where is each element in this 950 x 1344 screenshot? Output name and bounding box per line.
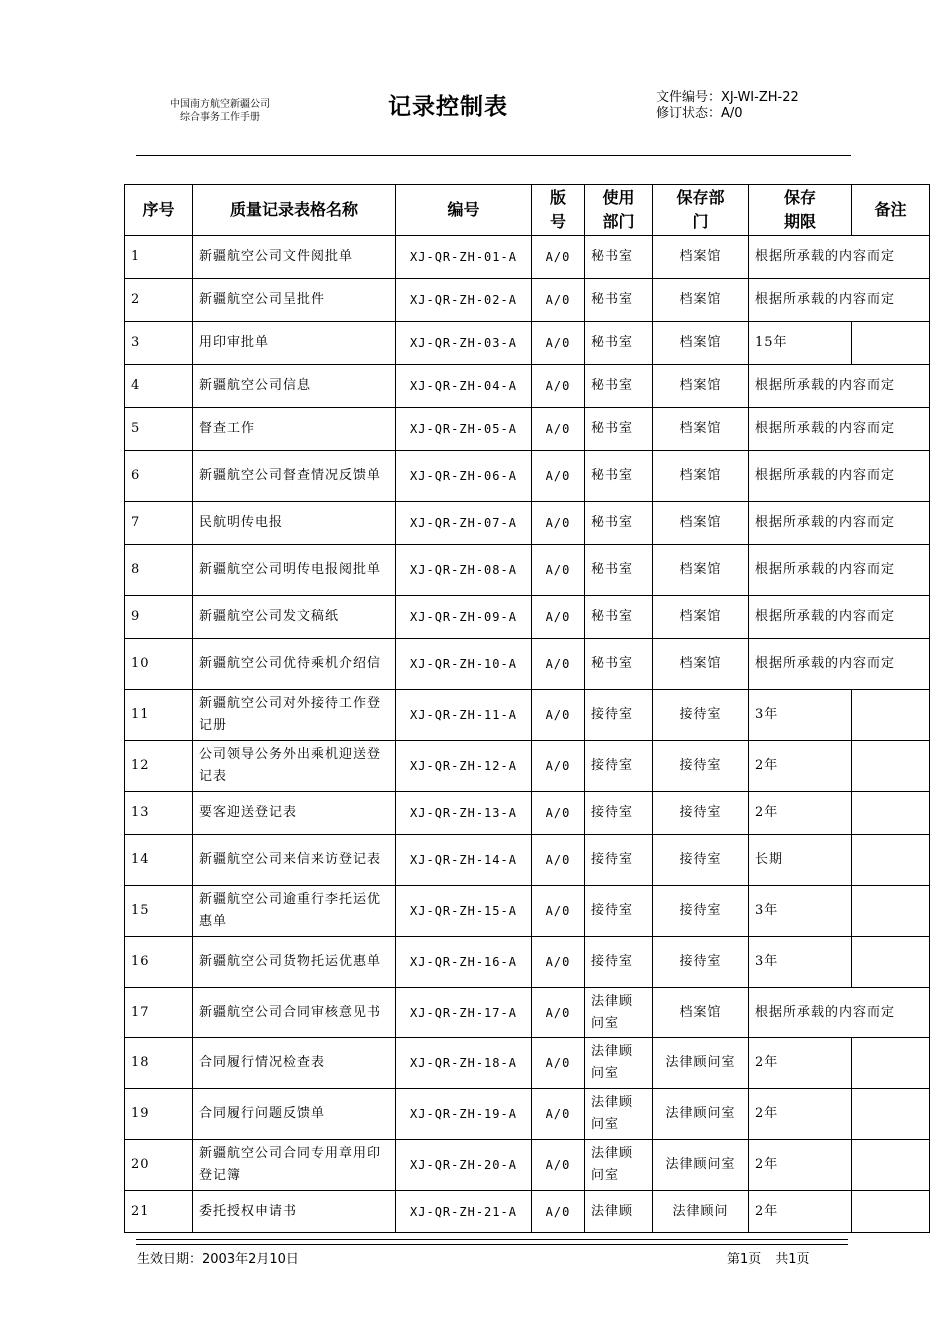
cell-dept: 秘书室 <box>585 639 653 690</box>
col-keep-b: 门 <box>692 212 709 231</box>
cell-period: 2年 <box>749 1089 852 1140</box>
cell-keep-dept: 接待室 <box>653 792 749 835</box>
cell-code: XJ-QR-ZH-05-A <box>396 408 532 451</box>
cell-code: XJ-QR-ZH-12-A <box>396 741 532 792</box>
cell-name: 新疆航空公司货物托运优惠单 <box>193 937 396 988</box>
table-row <box>125 1038 930 1089</box>
cell-keep-dept: 档案馆 <box>653 639 749 690</box>
cell-dept: 秘书室 <box>585 451 653 502</box>
cell-period: 根据所承载的内容而定 <box>749 236 930 279</box>
col-period-b: 期限 <box>783 212 816 231</box>
cell-seq: 6 <box>125 451 193 502</box>
cell-dept: 秘书室 <box>585 502 653 545</box>
cell-seq: 11 <box>125 690 193 741</box>
cell-dept: 法律顾 <box>585 1191 653 1233</box>
cell-version: A/0 <box>532 408 585 451</box>
cell-version: A/0 <box>532 1089 585 1140</box>
cell-code: XJ-QR-ZH-04-A <box>396 365 532 408</box>
cell-code: XJ-QR-ZH-07-A <box>396 502 532 545</box>
cell-keep-dept: 档案馆 <box>653 596 749 639</box>
col-code: 编号 <box>396 185 532 236</box>
cell-seq: 14 <box>125 835 193 886</box>
cell-seq: 2 <box>125 279 193 322</box>
cell-period: 根据所承载的内容而定 <box>749 988 930 1038</box>
cell-name: 公司领导公务外出乘机迎送登记表 <box>193 741 396 792</box>
cell-dept: 接待室 <box>585 937 653 988</box>
cell-remark <box>852 1191 930 1233</box>
doc-number: 文件编号：XJ-WI-ZH-22 <box>656 90 799 105</box>
table-row <box>125 988 930 1038</box>
cell-period: 3年 <box>749 690 852 741</box>
cell-dept: 接待室 <box>585 792 653 835</box>
table-row <box>125 741 930 792</box>
cell-dept: 秘书室 <box>585 236 653 279</box>
cell-period: 根据所承载的内容而定 <box>749 545 930 596</box>
cell-name: 要客迎送登记表 <box>193 792 396 835</box>
cell-dept: 接待室 <box>585 690 653 741</box>
footer-divider-top <box>136 1239 848 1240</box>
cell-code: XJ-QR-ZH-13-A <box>396 792 532 835</box>
cell-seq: 13 <box>125 792 193 835</box>
cell-seq: 9 <box>125 596 193 639</box>
cell-keep-dept: 档案馆 <box>653 451 749 502</box>
company-name <box>150 98 290 124</box>
cell-keep-dept: 法律顾问室 <box>653 1038 749 1089</box>
cell-period: 3年 <box>749 886 852 937</box>
table-row <box>125 690 930 741</box>
col-version <box>532 185 585 236</box>
cell-remark <box>852 1038 930 1089</box>
cell-name: 新疆航空公司文件阅批单 <box>193 236 396 279</box>
cell-period: 15年 <box>749 322 852 365</box>
cell-version: A/0 <box>532 545 585 596</box>
table-row <box>125 365 930 408</box>
cell-name: 新疆航空公司督查情况反馈单 <box>193 451 396 502</box>
cell-dept: 接待室 <box>585 886 653 937</box>
cell-version: A/0 <box>532 596 585 639</box>
cell-code: XJ-QR-ZH-03-A <box>396 322 532 365</box>
cell-dept: 接待室 <box>585 741 653 792</box>
cell-code: XJ-QR-ZH-09-A <box>396 596 532 639</box>
cell-remark <box>852 792 930 835</box>
cell-remark <box>852 690 930 741</box>
cell-remark <box>852 322 930 365</box>
cell-code: XJ-QR-ZH-17-A <box>396 988 532 1038</box>
cell-keep-dept: 法律顾问 <box>653 1191 749 1233</box>
cell-period: 长期 <box>749 835 852 886</box>
cell-keep-dept: 接待室 <box>653 690 749 741</box>
cell-name: 新疆航空公司优待乘机介绍信 <box>193 639 396 690</box>
cell-dept: 法律顾问室 <box>585 1140 653 1191</box>
table-row <box>125 236 930 279</box>
table-row <box>125 502 930 545</box>
cell-code: XJ-QR-ZH-02-A <box>396 279 532 322</box>
cell-seq: 10 <box>125 639 193 690</box>
table-row <box>125 1089 930 1140</box>
cell-keep-dept: 档案馆 <box>653 279 749 322</box>
cell-version: A/0 <box>532 322 585 365</box>
cell-version: A/0 <box>532 690 585 741</box>
cell-period: 3年 <box>749 937 852 988</box>
col-version-b: 号 <box>549 212 566 231</box>
cell-period: 根据所承载的内容而定 <box>749 279 930 322</box>
cell-name: 新疆航空公司来信来访登记表 <box>193 835 396 886</box>
page-info <box>727 1248 824 1267</box>
cell-period: 2年 <box>749 1038 852 1089</box>
page-total: 共1页 <box>775 1252 810 1267</box>
cell-keep-dept: 档案馆 <box>653 236 749 279</box>
cell-keep-dept: 档案馆 <box>653 545 749 596</box>
cell-keep-dept: 档案馆 <box>653 988 749 1038</box>
cell-version: A/0 <box>532 279 585 322</box>
table-row <box>125 886 930 937</box>
cell-seq: 7 <box>125 502 193 545</box>
cell-version: A/0 <box>532 639 585 690</box>
company-line-2: 综合事务工作手册 <box>180 112 260 123</box>
cell-keep-dept: 接待室 <box>653 741 749 792</box>
cell-keep-dept: 法律顾问室 <box>653 1089 749 1140</box>
cell-period: 根据所承载的内容而定 <box>749 451 930 502</box>
cell-dept: 法律顾问室 <box>585 988 653 1038</box>
cell-dept: 秘书室 <box>585 279 653 322</box>
cell-name: 新疆航空公司逾重行李托运优惠单 <box>193 886 396 937</box>
cell-name: 督查工作 <box>193 408 396 451</box>
cell-remark <box>852 1140 930 1191</box>
page-number: 第1页 <box>727 1252 762 1267</box>
table-row <box>125 279 930 322</box>
cell-period: 2年 <box>749 1140 852 1191</box>
cell-remark <box>852 886 930 937</box>
cell-seq: 3 <box>125 322 193 365</box>
cell-name: 新疆航空公司对外接待工作登记册 <box>193 690 396 741</box>
cell-dept: 接待室 <box>585 835 653 886</box>
col-name: 质量记录表格名称 <box>193 185 396 236</box>
cell-seq: 18 <box>125 1038 193 1089</box>
table-row <box>125 545 930 596</box>
cell-keep-dept: 法律顾问室 <box>653 1140 749 1191</box>
cell-period: 根据所承载的内容而定 <box>749 365 930 408</box>
cell-keep-dept: 接待室 <box>653 937 749 988</box>
cell-period: 根据所承载的内容而定 <box>749 639 930 690</box>
cell-keep-dept: 档案馆 <box>653 502 749 545</box>
cell-keep-dept: 档案馆 <box>653 322 749 365</box>
effective-date: 生效日期：2003年2月10日 <box>137 1252 299 1267</box>
cell-version: A/0 <box>532 741 585 792</box>
cell-name: 新疆航空公司信息 <box>193 365 396 408</box>
company-line-1: 中国南方航空新疆公司 <box>170 99 270 110</box>
cell-version: A/0 <box>532 792 585 835</box>
cell-keep-dept: 档案馆 <box>653 365 749 408</box>
cell-remark <box>852 741 930 792</box>
table-row <box>125 408 930 451</box>
document-meta <box>656 90 799 122</box>
cell-period: 根据所承载的内容而定 <box>749 408 930 451</box>
cell-seq: 19 <box>125 1089 193 1140</box>
cell-code: XJ-QR-ZH-20-A <box>396 1140 532 1191</box>
col-keep-dept <box>653 185 749 236</box>
cell-version: A/0 <box>532 835 585 886</box>
cell-seq: 17 <box>125 988 193 1038</box>
col-period-a: 保存 <box>783 188 816 207</box>
cell-name: 新疆航空公司合同审核意见书 <box>193 988 396 1038</box>
cell-name: 合同履行情况检查表 <box>193 1038 396 1089</box>
cell-version: A/0 <box>532 502 585 545</box>
cell-seq: 20 <box>125 1140 193 1191</box>
footer-divider-bottom <box>136 1244 848 1245</box>
col-dept-a: 使用 <box>602 188 635 207</box>
cell-keep-dept: 接待室 <box>653 886 749 937</box>
cell-name: 合同履行问题反馈单 <box>193 1089 396 1140</box>
cell-keep-dept: 接待室 <box>653 835 749 886</box>
cell-name: 委托授权申请书 <box>193 1191 396 1233</box>
cell-dept: 秘书室 <box>585 408 653 451</box>
cell-version: A/0 <box>532 451 585 502</box>
col-dept <box>585 185 653 236</box>
cell-version: A/0 <box>532 886 585 937</box>
cell-seq: 5 <box>125 408 193 451</box>
col-period <box>749 185 852 236</box>
table-row <box>125 322 930 365</box>
cell-code: XJ-QR-ZH-08-A <box>396 545 532 596</box>
table-header-row <box>125 185 930 236</box>
table-row <box>125 937 930 988</box>
cell-version: A/0 <box>532 236 585 279</box>
cell-seq: 1 <box>125 236 193 279</box>
cell-code: XJ-QR-ZH-06-A <box>396 451 532 502</box>
cell-version: A/0 <box>532 365 585 408</box>
table-row <box>125 639 930 690</box>
table-row <box>125 596 930 639</box>
cell-seq: 16 <box>125 937 193 988</box>
revision-status: 修订状态：A/0 <box>656 106 743 121</box>
cell-name: 新疆航空公司发文稿纸 <box>193 596 396 639</box>
cell-version: A/0 <box>532 1038 585 1089</box>
cell-remark <box>852 835 930 886</box>
cell-name: 新疆航空公司合同专用章用印登记簿 <box>193 1140 396 1191</box>
record-control-table <box>124 184 930 1233</box>
table-row <box>125 792 930 835</box>
cell-seq: 4 <box>125 365 193 408</box>
cell-remark <box>852 1089 930 1140</box>
cell-keep-dept: 档案馆 <box>653 408 749 451</box>
cell-code: XJ-QR-ZH-16-A <box>396 937 532 988</box>
cell-name: 新疆航空公司呈批件 <box>193 279 396 322</box>
cell-dept: 秘书室 <box>585 596 653 639</box>
page-title: 记录控制表 <box>388 94 508 120</box>
cell-dept: 法律顾问室 <box>585 1089 653 1140</box>
cell-code: XJ-QR-ZH-14-A <box>396 835 532 886</box>
table-body <box>125 236 930 1233</box>
col-seq: 序号 <box>125 185 193 236</box>
cell-code: XJ-QR-ZH-01-A <box>396 236 532 279</box>
cell-dept: 秘书室 <box>585 322 653 365</box>
table-row <box>125 835 930 886</box>
cell-code: XJ-QR-ZH-11-A <box>396 690 532 741</box>
cell-dept: 秘书室 <box>585 545 653 596</box>
cell-period: 2年 <box>749 1191 852 1233</box>
cell-dept: 秘书室 <box>585 365 653 408</box>
cell-period: 根据所承载的内容而定 <box>749 502 930 545</box>
cell-remark <box>852 937 930 988</box>
col-remark: 备注 <box>852 185 930 236</box>
cell-code: XJ-QR-ZH-19-A <box>396 1089 532 1140</box>
cell-name: 新疆航空公司明传电报阅批单 <box>193 545 396 596</box>
cell-period: 根据所承载的内容而定 <box>749 596 930 639</box>
table-row <box>125 1140 930 1191</box>
cell-name: 民航明传电报 <box>193 502 396 545</box>
cell-name: 用印审批单 <box>193 322 396 365</box>
cell-seq: 21 <box>125 1191 193 1233</box>
cell-period: 2年 <box>749 741 852 792</box>
cell-code: XJ-QR-ZH-15-A <box>396 886 532 937</box>
cell-code: XJ-QR-ZH-21-A <box>396 1191 532 1233</box>
cell-version: A/0 <box>532 1191 585 1233</box>
cell-version: A/0 <box>532 988 585 1038</box>
cell-seq: 12 <box>125 741 193 792</box>
header-divider <box>136 155 851 156</box>
cell-code: XJ-QR-ZH-10-A <box>396 639 532 690</box>
table-row <box>125 1191 930 1233</box>
col-version-a: 版 <box>549 188 566 207</box>
col-dept-b: 部门 <box>602 212 635 231</box>
cell-seq: 15 <box>125 886 193 937</box>
table-row <box>125 451 930 502</box>
cell-version: A/0 <box>532 1140 585 1191</box>
cell-version: A/0 <box>532 937 585 988</box>
cell-code: XJ-QR-ZH-18-A <box>396 1038 532 1089</box>
cell-seq: 8 <box>125 545 193 596</box>
cell-period: 2年 <box>749 792 852 835</box>
col-keep-a: 保存部 <box>676 188 725 207</box>
cell-dept: 法律顾问室 <box>585 1038 653 1089</box>
